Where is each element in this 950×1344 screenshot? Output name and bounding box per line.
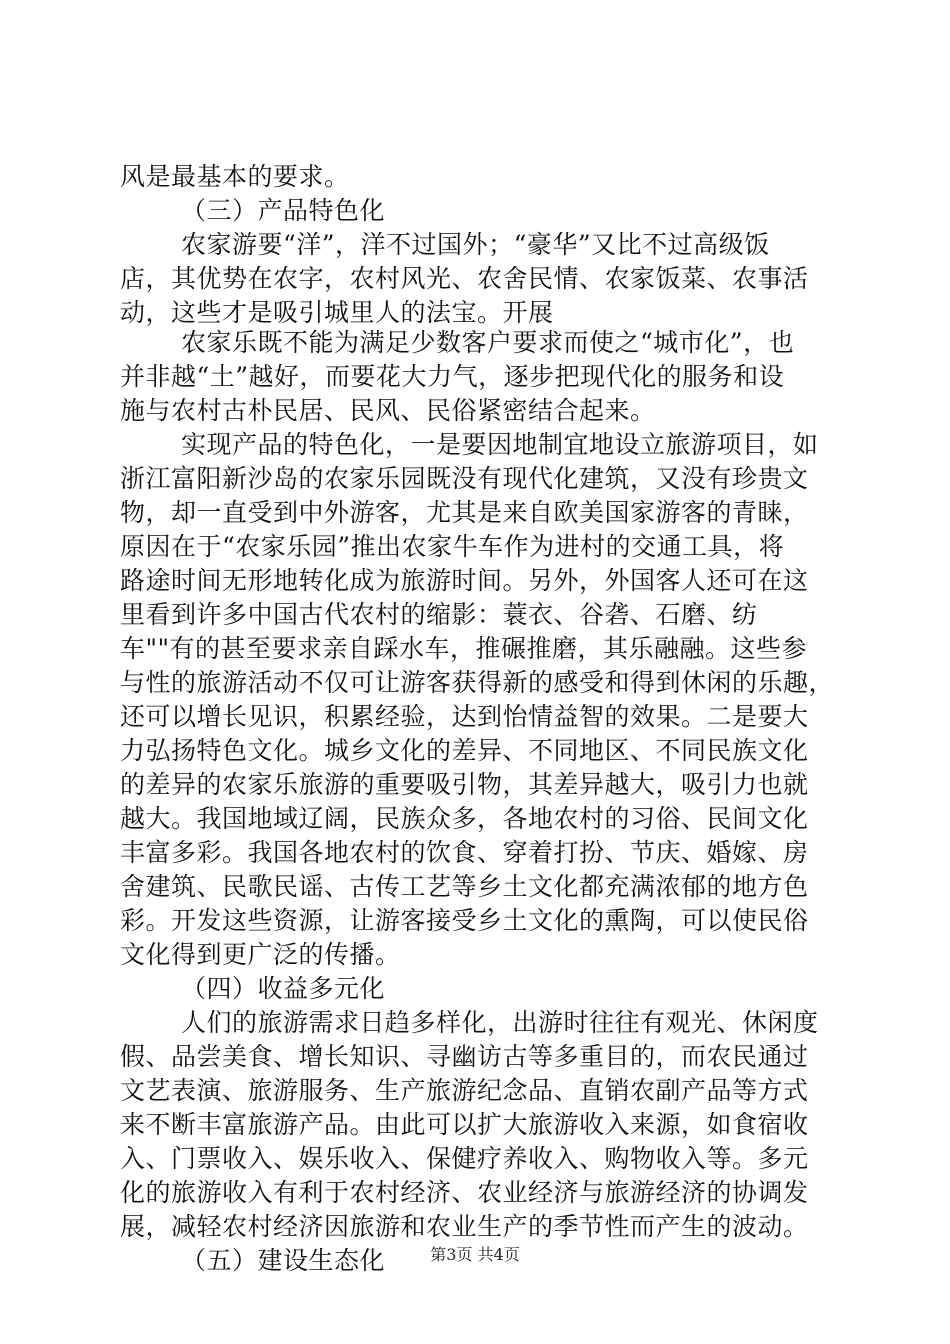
text-line: （四）收益多元化 [181,974,386,1003]
text-line: 入、门票收入、娱乐收入、保健疗养收入、购物收入等。多元 [120,1144,809,1173]
text-line: 并非越“土”越好，而要花大力气，逐步把现代化的服务和设 [120,362,785,391]
text-line: 化的旅游收入有利于农村经济、农业经济与旅游经济的协调发 [120,1178,809,1207]
text-line: 实现产品的特色化，一是要因地制宜地设立旅游项目，如 [181,430,819,459]
text-line: 风是最基本的要求。 [120,162,350,191]
text-line: 人们的旅游需求日趋多样化，出游时往往有观光、休闲度 [181,1008,819,1037]
text-line: 施与农村古朴民居、民风、民俗紧密结合起来。 [120,396,656,425]
text-line: 里看到许多中国古代农村的缩影：蓑衣、谷砻、石磨、纺 [120,600,758,629]
text-line: 越大。我国地域辽阔，民族众多，各地农村的习俗、民间文化 [120,804,809,833]
text-line: 与性的旅游活动不仅可让游客获得新的感受和得到休闲的乐趣， [120,668,835,697]
text-line: 的差异的农家乐旅游的重要吸引物，其差异越大，吸引力也就 [120,770,809,799]
text-line: 农家乐既不能为满足少数客户要求而使之“城市化”，也 [181,328,795,357]
text-line: 文化得到更广泛的传播。 [120,940,401,969]
text-line: 文艺表演、旅游服务、生产旅游纪念品、直销农副产品等方式 [120,1076,809,1105]
text-line: 来不断丰富旅游产品。由此可以扩大旅游收入来源，如食宿收 [120,1110,809,1139]
text-line: （五）建设生态化 [181,1246,386,1275]
text-line: 浙江富阳新沙岛的农家乐园既没有现代化建筑，又没有珍贵文 [120,464,809,493]
text-line: 物，却一直受到中外游客，尤其是来自欧美国家游客的青睐， [120,498,809,527]
text-line: 彩。开发这些资源，让游客接受乡土文化的熏陶，可以使民俗 [120,906,809,935]
text-line: 车""有的甚至要求亲自踩水车，推碾推磨，其乐融融。这些参 [120,634,808,663]
page-footer: 第3页 共4页 [430,1245,520,1264]
text-line: 展，减轻农村经济因旅游和农业生产的季节性而产生的波动。 [120,1212,809,1241]
text-line: 丰富多彩。我国各地农村的饮食、穿着打扮、节庆、婚嫁、房 [120,838,809,867]
text-line: 还可以增长见识，积累经验，达到怡情益智的效果。二是要大 [120,702,809,731]
text-line: 农家游要“洋”，洋不过国外；“豪华”又比不过高级饭 [181,230,770,259]
text-line: 路途时间无形地转化成为旅游时间。另外，外国客人还可在这 [120,566,809,595]
text-line: 原因在于“农家乐园”推出农家牛车作为进村的交通工具，将 [120,532,785,561]
text-line: （三）产品特色化 [181,196,386,225]
text-line: 动，这些才是吸引城里人的法宝。开展 [120,298,554,327]
text-line: 店，其优势在农字，农村风光、农舍民情、农家饭菜、农事活 [120,264,809,293]
text-line: 假、品尝美食、增长知识、寻幽访古等多重目的，而农民通过 [120,1042,809,1071]
text-line: 舍建筑、民歌民谣、古传工艺等乡土文化都充满浓郁的地方色 [120,872,809,901]
text-line: 力弘扬特色文化。城乡文化的差异、不同地区、不同民族文化 [120,736,809,765]
